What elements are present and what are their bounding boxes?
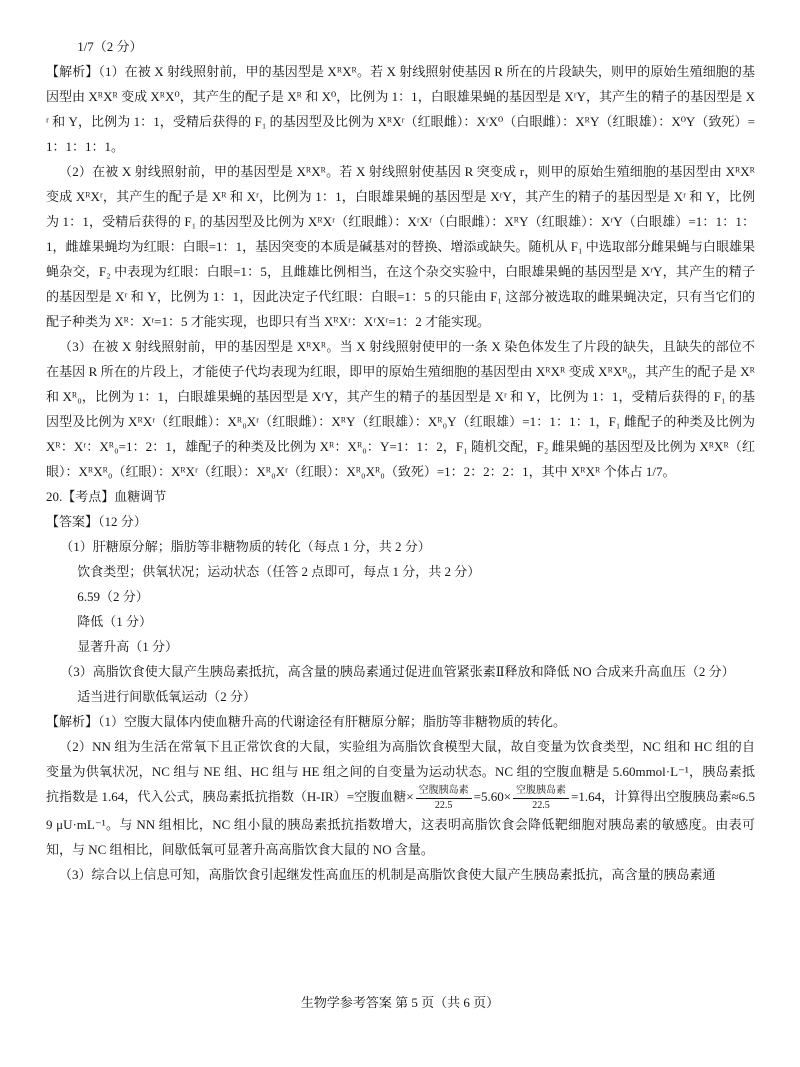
q19-analysis-part2: （2）在被 X 射线照射前，甲的基因型是 XᴿXᴿ。若 X 射线照射使基因 R 突变成 r，则甲的原始生殖细胞的基因型由 XᴿXᴿ 变成 XᴿXʳ，其产生的配子是 Xᴿ 和 Xʳ，比例为 1：1，白眼雄果蝇的基因型是 XʳY，其产生的精子的基因型是 Xʳ 和 Y，比例为 1：1，受精后获得的 F₁ 的基因型及比例为 XᴿXʳ（红眼雌）：XʳXʳ（白眼雌）：XᴿY（红眼雄）：XʳY（白眼雄）=1：1：1：1，雌雄果蝇均为红眼：白眼=1：1，基因突变的本质是碱基对的替换、增添或缺失。随机从 F₁ 中选取部分雌果蝇与白眼雄果蝇杂交，F₂ 中表现为红眼：白眼=1：5，且雌雄比例相当，在这个杂交实验中，白眼雄果蝇的基因型是 XʳY，其产生的精子的基因型是 Xʳ 和 Y，比例为 1：1，因此决定子代红眼：白眼=1：5 的只能由 F₁ 这部分被选取的雌果蝇决定，只有当它们的配子种类为 Xᴿ：Xʳ=1：5 才能实现，也即只有当 XᴿXʳ：XʳXʳ=1：2 才能实现。 <box>46 164 755 329</box>
q20-analysis-part2 <box>46 734 755 862</box>
page-footer: 生物学参考答案 第 5 页（共 6 页） <box>300 995 500 1010</box>
analysis-text-pre: （2）NN 组为生活在常氧下且正常饮食的大鼠，实验组为高脂饮食模型大鼠，故自变量为饮食类型，NC 组和 HC 组的自变量为供氧状况，NC 组与 NE 组、HC 组与 HE 组之间的自变量为运动状态。NC 组的空腹血糖是 5.60mmol·L⁻¹，胰岛素抵抗指数是 1.64，代入公式，胰岛素抵抗指数（H-IR）=空腹血糖× <box>46 739 755 804</box>
answer-line: 降低（1 分） <box>77 614 152 629</box>
q20-analysis-part3: （3）综合以上信息可知，高脂饮食引起继发性高血压的机制是高脂饮食使大鼠产生胰岛素抵抗，高含量的胰岛素通 <box>59 866 716 882</box>
fraction <box>513 785 569 812</box>
answer-line: （1）肝糖原分解；脂肪等非糖物质的转化（每点 1 分，共 2 分） <box>60 539 431 554</box>
answer-line: 适当进行间歇低氧运动（2 分） <box>77 689 256 704</box>
q19-analysis-part1: 【解析】（1）在被 X 射线照射前，甲的基因型是 XᴿXᴿ。若 X 射线照射使基因 R 所在的片段缺失，则甲的原始生殖细胞的基因型由 XᴿXᴿ 变成 XᴿX⁰，其产生的配子是 Xᴿ 和 X⁰，比例为 1：1，白眼雄果蝇的基因型是 XʳY，其产生的精子的基因型是 Xʳ 和 Y，比例为 1：1，受精后获得的 F₁ 的基因型及比例为 XᴿXʳ（红眼雌）：XʳX⁰（白眼雌）：XᴿY（红眼雄）：X⁰Y（致死）=1：1：1：1。 <box>46 64 755 154</box>
fraction-numerator: 空腹胰岛素 <box>513 785 569 799</box>
analysis-text-mid: =5.60× <box>473 789 512 804</box>
question-20-heading: 20.【考点】血糖调节 <box>46 489 167 504</box>
analysis-text-post: =1.64，计算得出空腹胰岛素≈6.59 μU·mL⁻¹。与 NN 组相比，NC 组小鼠的胰岛素抵抗指数增大，这表明高脂饮食会降低靶细胞对胰岛素的敏感度。由表可知，与 NC 组相比，间歇低氧可显著升高高脂饮食大鼠的 NO 含量。 <box>46 789 755 857</box>
answer-label: 【答案】（12 分） <box>46 514 147 529</box>
q20-analysis-part1: 【解析】（1）空腹大鼠体内使血糖升高的代谢途径有肝糖原分解；脂肪等非糖物质的转化。 <box>46 714 567 729</box>
fraction-denominator: 22.5 <box>434 799 453 811</box>
answer-line: 6.59（2 分） <box>77 589 149 604</box>
answer-line: 饮食类型；供氧状况；运动状态（任答 2 点即可，每点 1 分，共 2 分） <box>77 564 481 579</box>
score-fragment: 1/7（2 分） <box>77 39 143 54</box>
fraction <box>416 785 472 812</box>
fraction-denominator: 22.5 <box>532 799 550 811</box>
answer-line: 显著升高（1 分） <box>77 639 178 654</box>
fraction-numerator: 空腹胰岛素 <box>416 785 472 799</box>
q19-analysis-part3: （3）在被 X 射线照射前，甲的基因型是 XᴿXᴿ。当 X 射线照射使甲的一条 X 染色体发生了片段的缺失，且缺失的部位不在基因 R 所在的片段上，才能使子代均表现为红眼，即甲的原始生殖细胞的基因型由 XᴿXᴿ 变成 XᴿXᴿ₀，其产生的配子是 Xᴿ 和 Xᴿ₀，比例为 1：1，白眼雄果蝇的基因型是 XʳY，其产生的精子的基因型是 Xʳ 和 Y，比例为 1：1，受精后获得的 F₁ 的基因型及比例为 XᴿXʳ（红眼雌）：Xᴿ₀Xʳ（红眼雌）：XᴿY（红眼雄）：Xᴿ₀Y（红眼雄）=1：1：1：1，F₁ 雌配子的种类及比例为 Xᴿ：Xʳ：Xᴿ₀=1：2：1，雄配子的种类及比例为 Xᴿ：Xᴿ₀：Y=1：1：2，F₁ 随机交配，F₂ 雌果蝇的基因型及比例为 XᴿXᴿ（红眼）：XᴿXᴿ₀（红眼）：XᴿXʳ（红眼）：Xᴿ₀Xʳ（红眼）：Xᴿ₀Xᴿ₀（致死）=1：2：2：2：1，其中 XᴿXᴿ 个体占 1/7。 <box>46 339 755 479</box>
answer-line: （3）高脂饮食使大鼠产生胰岛素抵抗，高含量的胰岛素通过促进血管紧张素Ⅱ释放和降低 NO 合成来升高血压（2 分） <box>60 664 735 679</box>
